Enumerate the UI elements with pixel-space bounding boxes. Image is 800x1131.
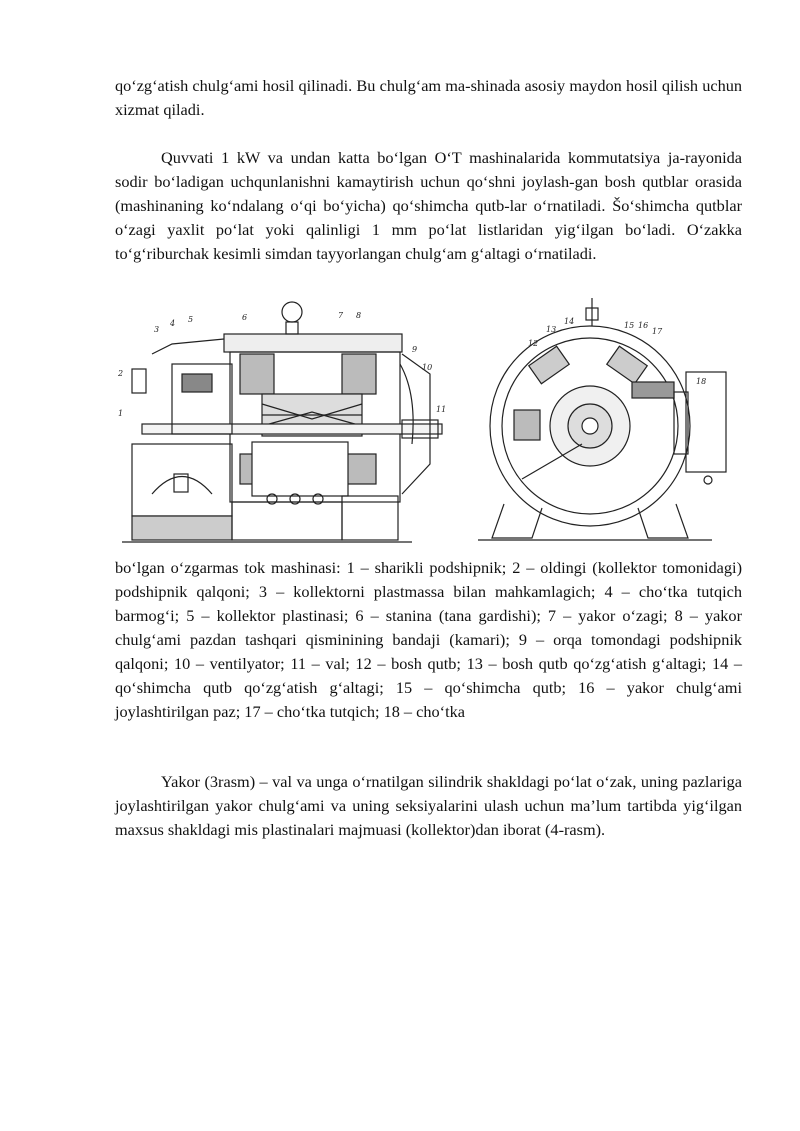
label-15: 15 bbox=[624, 321, 635, 330]
label-11: 11 bbox=[436, 405, 447, 414]
paragraph-1: qo‘zg‘atish chulg‘ami hosil qilinadi. Bu chulg‘am ma-shinada asosiy maydon hosil qilish uchun xizmat qiladi. bbox=[115, 76, 742, 119]
label-4: 4 bbox=[170, 319, 176, 328]
label-7: 7 bbox=[338, 311, 344, 320]
label-6: 6 bbox=[242, 313, 248, 322]
label-5: 5 bbox=[188, 315, 194, 324]
label-1: 1 bbox=[118, 409, 124, 418]
paragraph-3: Yakor (3rasm) – val va unga o‘rnatilgan silindrik shakldagi po‘lat o‘zak, uning pazlariga joylashtirilgan yakor chulg‘ami va uning seksiyalarini ulash uchun ma’lum tartibda yig‘ilgan maxsus shakldagi mis plastinalari majmuasi (kollektor)dan iborat (4-rasm). bbox=[115, 772, 742, 839]
label-12: 12 bbox=[528, 339, 539, 348]
paragraph-2: Quvvati 1 kW va undan katta bo‘lgan O‘T mashinalarida kommutatsiya ja-rayonida sodir bo‘ladigan uchqunlanishni kamaytirish uchun qo‘shni joylash-gan bosh qutblar orasida (mashinaning ko‘ndalang o‘qi bo‘yicha) qo‘shimcha qutb-lar o‘rnatiladi. Šo‘shimcha qutblar o‘zagi yaxlit po‘lat yoki qalinligi 1 mm po‘lat listlaridan yig‘ilgan bo‘ladi. O‘zakka to‘g‘riburchak kesimli simdan tayyorlangan chulg‘am g‘altagi o‘rnatiladi. bbox=[115, 148, 742, 263]
label-2: 2 bbox=[118, 369, 124, 378]
machine-side-view bbox=[122, 302, 442, 542]
label-13: 13 bbox=[546, 325, 557, 334]
label-18: 18 bbox=[696, 377, 707, 386]
label-3: 3 bbox=[154, 325, 160, 334]
label-14: 14 bbox=[564, 317, 575, 326]
label-9: 9 bbox=[412, 345, 418, 354]
label-8: 8 bbox=[356, 311, 362, 320]
label-17: 17 bbox=[652, 327, 663, 336]
dc-machine-drawing bbox=[112, 294, 744, 552]
figure-caption: bo‘lgan o‘zgarmas tok mashinasi: 1 – sharikli podshipnik; 2 – oldingi (kollektor tomonidagi) podshipnik qalqoni; 3 – kollektorni plastmassa bilan mahkamlagich; 4 – cho‘tka tutqich barmog‘i; 5 – kollektor plastinasi; 6 – stanina (tana gardishi); 7 – yakor o‘zagi; 8 – yakor chulg‘ami pazdan tashqari qisminining bandaji (kamari); 9 – orqa tomondagi podshipnik qalqoni; 10 – ventilyator; 11 – val; 12 – bosh qutb; 13 – bosh qutb qo‘zg‘atish g‘altagi; 14 – qo‘shimcha qutb qo‘zg‘atish g‘altagi; 15 – qo‘shimcha qutb; 16 – yakor chulg‘ami joylashtirilgan paz; 17 – cho‘tka tutqich; 18 – cho‘tka bbox=[115, 558, 742, 721]
label-10: 10 bbox=[422, 363, 433, 372]
label-16: 16 bbox=[638, 321, 649, 330]
machine-end-view bbox=[478, 298, 726, 540]
dc-machine-figure bbox=[112, 294, 744, 552]
